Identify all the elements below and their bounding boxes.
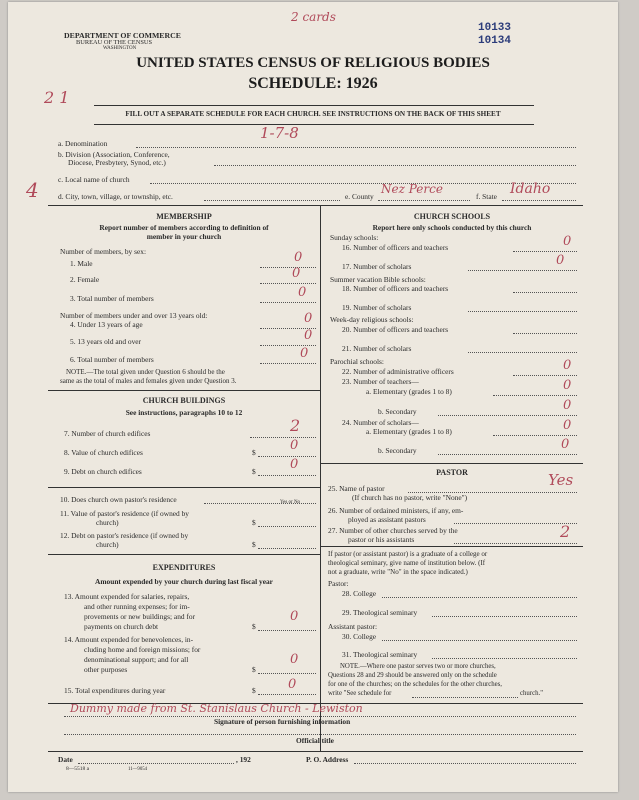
members-by-age: Number of members under and over 13 years old:: [60, 311, 208, 320]
q1-value[interactable]: 0: [294, 250, 303, 265]
q22-label: 22. Number of administrative officers: [342, 367, 454, 376]
form-number: 8—5518 a: [66, 766, 90, 772]
county-value[interactable]: Nez Perce: [381, 182, 443, 196]
q11-label-2: church): [96, 518, 119, 527]
expenditures-sub: Amount expended by your church during last fiscal year: [95, 577, 273, 586]
q7-line: [250, 437, 316, 438]
q27-label-2: pastor or his assistants: [348, 535, 415, 544]
signature-value[interactable]: Dummy made from St. Stanislaus Church - Lewiston: [70, 702, 363, 715]
q9-line: [258, 475, 316, 476]
membership-heading: MEMBERSHIP: [156, 212, 212, 221]
rule-grid-bottom: [48, 751, 583, 752]
q9-value[interactable]: 0: [290, 457, 299, 472]
form-number-2: 11—9054: [128, 767, 148, 772]
graduate-note-3: not a graduate, write "No" in the space indicated.): [328, 568, 468, 576]
q31-line: [432, 658, 577, 659]
division-line: [214, 165, 576, 166]
q19-label: 19. Number of scholars: [342, 303, 412, 312]
q16-value[interactable]: 0: [563, 234, 572, 249]
stamp-number-1: 10133: [478, 22, 512, 34]
q13-value[interactable]: 0: [290, 609, 299, 624]
q11-dollar: $: [252, 518, 256, 527]
q22-value[interactable]: 0: [563, 358, 572, 373]
official-title-line: [64, 734, 576, 735]
rule-top: [94, 105, 534, 106]
q15-value[interactable]: 0: [288, 677, 297, 692]
q14-label-3: denominational support; and for all: [84, 655, 189, 664]
q27-value[interactable]: 2: [560, 522, 571, 541]
q6-line: [260, 363, 316, 364]
q25-label: 25. Name of pastor: [328, 484, 385, 493]
county-line: [378, 200, 470, 201]
pastor-note-4: write "See schedule for: [328, 690, 392, 697]
po-address-line: [354, 763, 576, 764]
pastor-heading: PASTOR: [436, 468, 468, 477]
membership-note-1: NOTE.—The total given under Question 6 should be the: [66, 368, 225, 376]
county-label: e. County: [345, 192, 374, 201]
rule-pastor: [321, 463, 583, 464]
state-line: [502, 200, 576, 201]
pastor-note-1: NOTE.—Where one pastor serves two or more churches,: [340, 663, 496, 670]
rule-buildings: [48, 390, 320, 391]
q8-label: 8. Value of church edifices: [64, 448, 143, 457]
q5-value[interactable]: 0: [304, 328, 313, 343]
department-label: DEPARTMENT OF COMMERCE: [64, 31, 181, 40]
q17-label: 17. Number of scholars: [342, 262, 412, 271]
parochial-schools: Parochial schools:: [330, 357, 384, 366]
summer-schools: Summer vacation Bible schools:: [330, 275, 426, 284]
q3-value[interactable]: 0: [298, 285, 307, 300]
q26-line: [454, 523, 577, 524]
q2-line: [260, 283, 316, 284]
q7-value[interactable]: 2: [290, 416, 301, 435]
city-label: WASHINGTON: [103, 46, 137, 51]
schools-heading: CHURCH SCHOOLS: [413, 212, 491, 221]
local-name-label: c. Local name of church: [58, 175, 130, 184]
q17-value[interactable]: 0: [556, 253, 565, 268]
q15-dollar: $: [252, 686, 256, 695]
q14-value[interactable]: 0: [290, 652, 299, 667]
q5-label: 5. 13 years old and over: [70, 337, 142, 346]
q24b-value[interactable]: 0: [561, 437, 570, 452]
q13-dollar: $: [252, 622, 256, 631]
state-label: f. State: [476, 192, 497, 201]
q23b-line: [438, 415, 577, 416]
q13-line: [258, 630, 316, 631]
membership-sub-1: Report number of members according to definition of: [99, 223, 269, 232]
q8-dollar: $: [252, 448, 256, 457]
q8-line: [258, 456, 316, 457]
q12-line: [258, 548, 316, 549]
q25-note: (If church has no pastor, write "None"): [352, 493, 468, 502]
stamp-number-2: 10134: [478, 35, 512, 47]
po-address-label: P. O. Address: [306, 755, 349, 764]
sunday-schools: Sunday schools:: [330, 233, 379, 242]
census-schedule-sheet: [8, 2, 618, 792]
pastor-note-5: church.": [520, 690, 543, 697]
q13-label-2: and other running expenses; for im-: [84, 602, 190, 611]
rule-grid-top: [48, 205, 583, 206]
q23a-line: [493, 395, 577, 396]
pastor-sub-label: Pastor:: [328, 579, 349, 588]
q4-label: 4. Under 13 years of age: [70, 320, 143, 329]
q8-value[interactable]: 0: [290, 438, 299, 453]
q26-label: 26. Number of ordained ministers, if any, em-: [328, 506, 464, 515]
q9-dollar: $: [252, 467, 256, 476]
q16-label: 16. Number of officers and teachers: [342, 243, 449, 252]
denomination-line: [136, 147, 576, 148]
q20-line: [513, 333, 577, 334]
q14-line: [258, 673, 316, 674]
q27-line: [454, 543, 577, 544]
q17-line: [468, 270, 577, 271]
q27-label: 27. Number of other churches served by the: [328, 526, 458, 535]
note-left-1: 2 1: [44, 88, 70, 107]
form-subtitle: SCHEDULE: 1926: [248, 75, 378, 92]
q25-value[interactable]: Yes: [548, 471, 574, 489]
rule-center: [320, 205, 321, 751]
q12-label: 12. Debt on pastor's residence (if owned by: [60, 531, 189, 540]
q29-label: 29. Theological seminary: [342, 608, 418, 617]
rule-expenditures: [48, 554, 320, 555]
q30-line: [382, 640, 577, 641]
instruction-line: FILL OUT A SEPARATE SCHEDULE FOR EACH CHURCH. SEE INSTRUCTIONS ON THE BACK OF THIS SHEET: [125, 110, 501, 118]
yes-no-label: Yes or No: [280, 500, 301, 505]
q2-label: 2. Female: [70, 275, 100, 284]
q23b-value[interactable]: 0: [563, 398, 572, 413]
buildings-heading: CHURCH BUILDINGS: [142, 396, 226, 405]
denomination-value[interactable]: 1-7-8: [260, 124, 299, 142]
q24a-line: [493, 435, 577, 436]
q21-label: 21. Number of scholars: [342, 344, 412, 353]
pastor-note-2: Questions 28 and 29 should be answered only on the schedule: [328, 672, 497, 679]
rule-residence: [48, 487, 320, 488]
q15-line: [258, 694, 316, 695]
rule-graduate: [321, 546, 583, 547]
q14-label-4: other purposes: [84, 665, 128, 674]
q18-label: 18. Number of officers and teachers: [342, 284, 449, 293]
q18-line: [513, 292, 577, 293]
membership-sub-2: member in your church: [146, 232, 222, 241]
weekday-schools: Week-day religious schools:: [330, 315, 414, 324]
rule-instruction: [94, 124, 534, 125]
q31-label: 31. Theological seminary: [342, 650, 418, 659]
q23b-label: b. Secondary: [378, 407, 417, 416]
city-town-label: d. City, town, village, or township, etc.: [58, 192, 173, 201]
q11-label: 11. Value of pastor's residence (if owned by: [60, 509, 189, 518]
q1-label: 1. Male: [70, 259, 93, 268]
q1-line: [260, 267, 316, 268]
schools-sub: Report here only schools conducted by this church: [372, 223, 532, 232]
q12-dollar: $: [252, 540, 256, 549]
q13-label-4: payments on church debt: [84, 622, 159, 631]
q23-label: 23. Number of teachers—: [342, 377, 419, 386]
q14-label-2: cluding home and foreign missions; for: [84, 645, 201, 654]
q10-label: 10. Does church own pastor's residence: [60, 495, 177, 504]
q16-line: [513, 251, 577, 252]
q24b-line: [438, 454, 577, 455]
q4-value[interactable]: 0: [304, 311, 313, 326]
q24b-label: b. Secondary: [378, 446, 417, 455]
q29-line: [432, 616, 577, 617]
q23a-value[interactable]: 0: [563, 378, 572, 393]
q19-line: [468, 311, 577, 312]
q24a-value[interactable]: 0: [563, 418, 572, 433]
q28-label: 28. College: [342, 589, 377, 598]
city-town-line: [204, 200, 340, 201]
q24a-label: a. Elementary (grades 1 to 8): [366, 427, 452, 436]
q14-dollar: $: [252, 665, 256, 674]
buildings-sub: See instructions, paragraphs 10 to 12: [125, 408, 243, 417]
expenditures-heading: EXPENDITURES: [152, 563, 216, 572]
graduate-note-2: theological seminary, give name of institution below. (If: [328, 559, 486, 567]
form-title: UNITED STATES CENSUS OF RELIGIOUS BODIES: [136, 55, 490, 71]
q13-label-3: provements or new buildings; and for: [84, 612, 196, 621]
note-top: 2 cards: [291, 10, 336, 24]
q20-label: 20. Number of officers and teachers: [342, 325, 449, 334]
denomination-label: a. Denomination: [58, 139, 108, 148]
bureau-label: BUREAU OF THE CENSUS: [76, 39, 153, 46]
state-value[interactable]: Idaho: [510, 181, 551, 197]
q6-value[interactable]: 0: [300, 346, 309, 361]
q6-label: 6. Total number of members: [70, 355, 154, 364]
q11-line: [258, 526, 316, 527]
official-title-label: Official title: [296, 736, 334, 745]
q23a-label: a. Elementary (grades 1 to 8): [366, 387, 452, 396]
members-by-sex: Number of members, by sex:: [60, 247, 146, 256]
q30-label: 30. College: [342, 632, 377, 641]
date-label: Date: [58, 755, 73, 764]
q22-line: [513, 375, 577, 376]
q14-label: 14. Amount expended for benevolences, in-: [64, 635, 194, 644]
pastor-note-3: for one of the churches; on the schedules for the other churches,: [328, 681, 503, 688]
q28-line: [382, 597, 577, 598]
graduate-note-1: If pastor (or assistant pastor) is a graduate of a college or: [328, 550, 488, 558]
q2-value[interactable]: 0: [292, 266, 301, 281]
signature-label: Signature of person furnishing information: [214, 717, 351, 726]
q9-label: 9. Debt on church edifices: [64, 467, 142, 476]
q15-label: 15. Total expenditures during year: [64, 686, 166, 695]
q7-label: 7. Number of church edifices: [64, 429, 151, 438]
q24-label: 24. Number of scholars—: [342, 418, 419, 427]
q3-label: 3. Total number of members: [70, 294, 154, 303]
assistant-pastor-label: Assistant pastor:: [328, 622, 378, 631]
membership-note-2: same as the total of males and females given under Question 3.: [60, 377, 237, 385]
division-label: b. Division (Association, Conference,: [58, 150, 170, 159]
q26-label-2: ployed as assistant pastors: [348, 515, 426, 524]
q3-line: [260, 302, 316, 303]
q13-label: 13. Amount expended for salaries, repairs,: [64, 592, 190, 601]
division-label-2: Diocese, Presbytery, Synod, etc.): [68, 158, 166, 167]
date-line: [78, 763, 234, 764]
q12-label-2: church): [96, 540, 119, 549]
pastor-note-line: [412, 697, 518, 698]
note-left-2: 4: [26, 178, 39, 202]
q21-line: [468, 352, 577, 353]
date-year: , 192: [236, 755, 251, 764]
